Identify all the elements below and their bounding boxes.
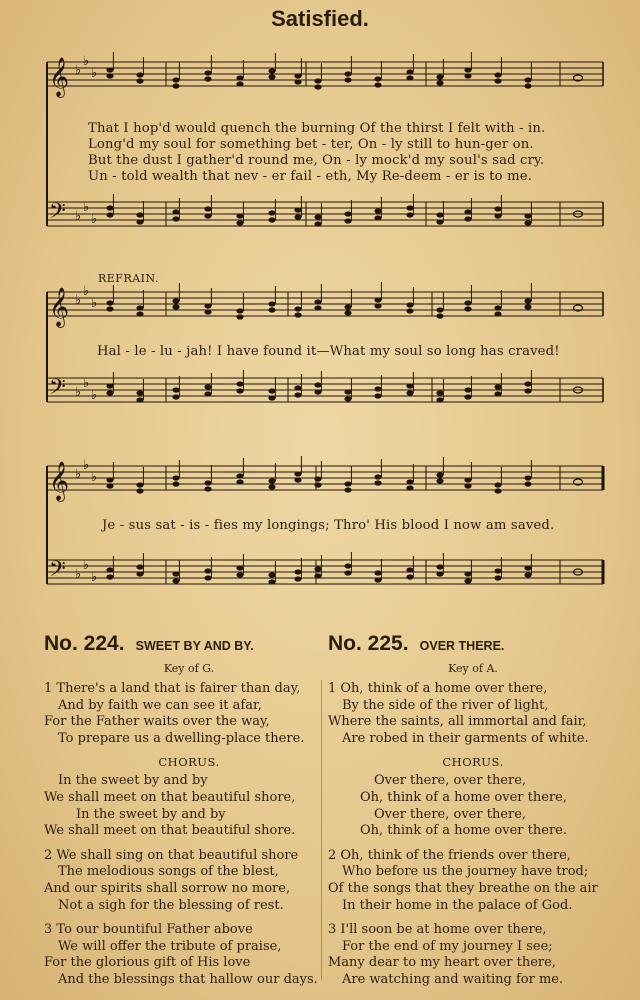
verse-line: And our spirits shall sorrow no more, xyxy=(44,880,291,896)
bass-note-head xyxy=(524,220,531,225)
treble-note-head xyxy=(524,304,531,309)
treble-clef-icon: 𝄞 xyxy=(49,461,70,501)
hymn-225-chorus xyxy=(328,773,618,839)
bass-note-head xyxy=(494,213,501,218)
treble-note-head xyxy=(464,483,471,488)
bass-note-head xyxy=(204,384,211,389)
bass-note-head xyxy=(406,574,413,579)
treble-note-head xyxy=(436,478,443,483)
flat-icon: ♭ xyxy=(91,66,98,81)
bass-note-head xyxy=(268,388,275,393)
treble-note-head xyxy=(464,300,471,305)
bass-note-head xyxy=(268,210,275,215)
treble-note-head xyxy=(524,298,531,303)
treble-note-head xyxy=(268,301,275,306)
treble-note-head xyxy=(524,77,531,82)
treble-note-head xyxy=(374,297,381,302)
treble-note-head xyxy=(436,472,443,477)
treble-note-head xyxy=(314,78,321,83)
treble-note-head xyxy=(374,82,381,87)
bass-note-head xyxy=(374,386,381,391)
verse-line: For the glorious gift of His love xyxy=(44,955,251,971)
treble-note-head xyxy=(344,71,351,76)
bass-note-head xyxy=(436,397,443,402)
bass-note-head xyxy=(136,564,143,569)
bass-note-head xyxy=(406,390,413,395)
verse-line: 3 I'll soon be at home over there, xyxy=(328,922,547,938)
treble-note-head xyxy=(374,303,381,308)
treble-note-head xyxy=(236,308,243,313)
flat-icon: ♭ xyxy=(83,200,90,215)
bass-note-head xyxy=(344,396,351,401)
treble-note-head xyxy=(106,477,113,482)
bass-note-head xyxy=(106,390,113,395)
treble-note-head xyxy=(106,306,113,311)
verse-line: Where the saints, all immortal and fair, xyxy=(328,714,587,730)
flat-icon: ♭ xyxy=(75,293,82,308)
bass-note-head xyxy=(294,385,301,390)
hymn-224 xyxy=(44,632,334,997)
bass-note-head xyxy=(204,575,211,580)
flat-icon: ♭ xyxy=(75,467,82,482)
bass-note-head xyxy=(406,212,413,217)
treble-note-head xyxy=(172,298,179,303)
verse-line: Not a sigh for the blessing of rest. xyxy=(58,897,284,913)
chorus-line: Oh, think of a home over there, xyxy=(360,789,567,805)
flat-icon: ♭ xyxy=(91,470,98,485)
bass-note-head xyxy=(314,214,321,219)
bass-clef-icon: 𝄢 xyxy=(49,557,66,587)
treble-note-head xyxy=(314,482,321,487)
hymn-225-heading xyxy=(328,632,618,656)
hymn-225-chorus-label: CHORUS. xyxy=(442,755,504,770)
chorus-line: We shall meet on that beautiful shore, xyxy=(44,789,296,805)
bass-note-head xyxy=(464,209,471,214)
bass-note-head xyxy=(236,388,243,393)
treble-note-head xyxy=(136,78,143,83)
verse-line: Are watching and waiting for me. xyxy=(342,971,564,987)
treble-note-head xyxy=(204,480,211,485)
bass-note-head xyxy=(236,565,243,570)
treble-note-head xyxy=(172,83,179,88)
bass-clef-icon: 𝄢 xyxy=(49,375,66,405)
bass-note-head xyxy=(374,393,381,398)
chorus-line: Oh, think of a home over there. xyxy=(360,823,567,839)
bass-note-head xyxy=(524,213,531,218)
hymn-225-verse-3 xyxy=(328,922,618,988)
treble-note-head xyxy=(294,79,301,84)
bass-note-head xyxy=(524,565,531,570)
flat-icon: ♭ xyxy=(91,388,98,403)
bass-note-head xyxy=(106,567,113,572)
bass-note-head xyxy=(172,209,179,214)
bass-note-head xyxy=(464,216,471,221)
flat-icon: ♭ xyxy=(75,567,82,582)
treble-note-head xyxy=(464,306,471,311)
chorus-line: We shall meet on that beautiful shore. xyxy=(44,823,296,839)
hymn-224-title: SWEET BY AND BY. xyxy=(135,639,254,653)
bass-note-head xyxy=(436,564,443,569)
treble-note-head xyxy=(136,305,143,310)
treble-note-head xyxy=(236,75,243,80)
treble-note-head xyxy=(236,479,243,484)
bass-note-head xyxy=(464,578,471,583)
bass-note-head xyxy=(136,390,143,395)
verse-line: Of the songs that they breathe on the air xyxy=(328,880,598,896)
verse-line: 2 Oh, think of the friends over there, xyxy=(328,847,571,863)
treble-note-head xyxy=(204,303,211,308)
bass-note-head xyxy=(204,391,211,396)
flat-icon: ♭ xyxy=(83,458,90,473)
treble-note-head xyxy=(268,307,275,312)
bass-note-head xyxy=(314,221,321,226)
hymn-225-verse-2 xyxy=(328,848,618,914)
treble-note-head xyxy=(494,72,501,77)
flat-icon: ♭ xyxy=(83,376,90,391)
flat-icon: ♭ xyxy=(75,63,82,78)
bass-note-head xyxy=(172,216,179,221)
bass-note-head xyxy=(406,205,413,210)
treble-note-head xyxy=(314,299,321,304)
bass-note-head xyxy=(436,219,443,224)
treble-note-head xyxy=(494,311,501,316)
treble-note-head xyxy=(374,480,381,485)
verse-line: For the end of my journey I see; xyxy=(342,938,553,954)
bass-note-head xyxy=(236,381,243,386)
verse-line: 2 We shall sing on that beautiful shore xyxy=(44,847,299,863)
treble-note-head xyxy=(294,306,301,311)
hymn-224-key: Key of G. xyxy=(163,662,215,675)
bass-note-head xyxy=(172,394,179,399)
treble-note-head xyxy=(204,76,211,81)
bass-note-head xyxy=(204,206,211,211)
bass-note-head xyxy=(294,392,301,397)
bass-note-head xyxy=(344,211,351,216)
bass-note-head xyxy=(268,395,275,400)
treble-note-head xyxy=(406,479,413,484)
bass-note-head xyxy=(106,383,113,388)
verse-line: To prepare us a dwelling-place there. xyxy=(58,730,305,746)
bass-note-head xyxy=(106,205,113,210)
treble-note-head xyxy=(106,73,113,78)
treble-note-head xyxy=(406,302,413,307)
bass-note-head xyxy=(236,572,243,577)
song-title: Satisfied. xyxy=(271,6,369,31)
verse-line: 1 Oh, think of a home over there, xyxy=(328,681,548,696)
treble-note-head xyxy=(136,482,143,487)
treble-note-head xyxy=(136,488,143,493)
bass-note-head xyxy=(406,567,413,572)
hymn-225 xyxy=(328,632,618,997)
treble-note-head xyxy=(294,477,301,482)
flat-icon: ♭ xyxy=(83,54,90,69)
bass-note-head xyxy=(136,571,143,576)
treble-note-head xyxy=(406,69,413,74)
treble-note-head xyxy=(494,78,501,83)
treble-note-head xyxy=(314,84,321,89)
treble-note-head xyxy=(106,483,113,488)
treble-note-head xyxy=(136,311,143,316)
flat-icon: ♭ xyxy=(83,558,90,573)
treble-note-head xyxy=(236,473,243,478)
treble-note-head xyxy=(268,484,275,489)
treble-note-head xyxy=(268,74,275,79)
verse-line: The melodious songs of the blest, xyxy=(58,864,279,880)
flat-icon: ♭ xyxy=(75,385,82,400)
treble-note-head xyxy=(494,482,501,487)
hymn-225-number: No. 225. xyxy=(328,632,409,655)
treble-note-head xyxy=(464,67,471,72)
hymn-225-verse-1 xyxy=(328,681,618,747)
treble-note-head xyxy=(436,307,443,312)
hymn-225-title: OVER THERE. xyxy=(419,639,505,653)
bass-note-head xyxy=(136,212,143,217)
bass-note-head xyxy=(436,390,443,395)
treble-note-head xyxy=(344,77,351,82)
bass-note-head xyxy=(314,566,321,571)
bass-note-head xyxy=(236,213,243,218)
bass-note-head xyxy=(294,569,301,574)
verse-line-1: That I hop'd would quench the burning Of the thirst I felt with - in. xyxy=(88,121,546,136)
bass-note-head xyxy=(436,571,443,576)
bass-note-head xyxy=(374,570,381,575)
verse-line: We will offer the tribute of praise, xyxy=(58,938,282,954)
verse-line: Are robed in their garments of white. xyxy=(342,730,589,746)
flat-icon: ♭ xyxy=(83,284,90,299)
hymn-224-verse-2 xyxy=(44,848,334,914)
treble-note-head xyxy=(294,73,301,78)
bass-note-head xyxy=(314,573,321,578)
bass-note-head xyxy=(294,214,301,219)
bass-note-head xyxy=(172,571,179,576)
bass-note-head xyxy=(314,382,321,387)
treble-note-head xyxy=(406,75,413,80)
treble-note-head xyxy=(344,487,351,492)
bass-note-head xyxy=(294,576,301,581)
chorus-line: In the sweet by and by xyxy=(76,806,226,822)
treble-clef-icon: 𝄞 xyxy=(49,287,70,327)
verse-line: For the Father waits over the way, xyxy=(44,714,270,730)
treble-note-head xyxy=(524,83,531,88)
treble-note-head xyxy=(172,304,179,309)
flat-icon: ♭ xyxy=(91,296,98,311)
bass-note-head xyxy=(464,394,471,399)
hymn-224-number: No. 224. xyxy=(44,632,125,655)
treble-note-head xyxy=(294,471,301,476)
bass-note-head xyxy=(494,568,501,573)
hymn-224-heading xyxy=(44,632,334,656)
verse-line: 3 To our bountiful Father above xyxy=(44,922,253,938)
refrain-label: REFRAIN. xyxy=(98,272,159,285)
bass-note-head xyxy=(436,212,443,217)
treble-note-head xyxy=(344,481,351,486)
treble-note-head xyxy=(374,474,381,479)
treble-note-head xyxy=(314,305,321,310)
refrain-line-2: Je - sus sat - is - fies my longings; Thro' His blood I now am saved. xyxy=(102,518,555,533)
bass-note-head xyxy=(374,215,381,220)
bass-note-head xyxy=(524,572,531,577)
treble-note-head xyxy=(494,488,501,493)
bass-note-head xyxy=(344,218,351,223)
verse-line-3: But the dust I gather'd round me, On - ly mock'd my soul's sad cry. xyxy=(88,153,545,168)
bass-note-head xyxy=(494,384,501,389)
bass-note-head xyxy=(464,387,471,392)
treble-note-head xyxy=(204,486,211,491)
treble-note-head xyxy=(268,478,275,483)
treble-note-head xyxy=(464,477,471,482)
chorus-line: Over there, over there, xyxy=(374,773,527,789)
treble-note-head xyxy=(524,475,531,480)
verse-line: Many dear to my heart over there, xyxy=(328,955,556,971)
treble-note-head xyxy=(436,80,443,85)
bass-note-head xyxy=(172,578,179,583)
bass-note-head xyxy=(106,212,113,217)
refrain-line-1: Hal - le - lu - jah! I have found it—What my soul so long has craved! xyxy=(97,344,560,359)
treble-note-head xyxy=(204,309,211,314)
treble-note-head xyxy=(344,304,351,309)
treble-note-head xyxy=(436,313,443,318)
treble-note-head xyxy=(236,81,243,86)
bass-note-head xyxy=(344,563,351,568)
hymn-224-chorus xyxy=(44,773,334,839)
treble-note-head xyxy=(236,314,243,319)
bass-note-head xyxy=(374,577,381,582)
treble-note-head xyxy=(406,308,413,313)
verse-line-4: Un - told wealth that nev - er fail - eth, My Re-deem - er is to me. xyxy=(88,169,533,184)
treble-note-head xyxy=(374,76,381,81)
bass-note-head xyxy=(524,381,531,386)
bass-note-head xyxy=(172,387,179,392)
bass-clef-icon: 𝄢 xyxy=(49,199,66,229)
bass-note-head xyxy=(268,579,275,584)
bass-note-head xyxy=(204,568,211,573)
verse-line: In their home in the palace of God. xyxy=(342,897,573,913)
treble-note-head xyxy=(464,73,471,78)
treble-note-head xyxy=(106,300,113,305)
bass-note-head xyxy=(268,572,275,577)
bass-note-head xyxy=(374,208,381,213)
flat-icon: ♭ xyxy=(91,212,98,227)
bass-note-head xyxy=(344,570,351,575)
treble-note-head xyxy=(344,310,351,315)
verse-line: 1 There's a land that is fairer than day, xyxy=(44,681,301,696)
verse-line-2: Long'd my soul for something bet - ter, On - ly still to hun-ger on. xyxy=(88,137,534,152)
treble-clef-icon: 𝄞 xyxy=(49,57,70,97)
treble-note-head xyxy=(136,72,143,77)
bass-note-head xyxy=(494,391,501,396)
hymn-224-verse-1 xyxy=(44,681,334,747)
verse-line: Who before us the journey have trod; xyxy=(342,864,589,880)
treble-note-head xyxy=(406,485,413,490)
treble-note-head xyxy=(294,312,301,317)
flat-icon: ♭ xyxy=(75,209,82,224)
treble-note-head xyxy=(524,481,531,486)
bass-note-head xyxy=(106,574,113,579)
bass-note-head xyxy=(494,206,501,211)
bass-note-head xyxy=(204,213,211,218)
treble-note-head xyxy=(436,74,443,79)
bass-note-head xyxy=(136,397,143,402)
verse-line: And by faith we can see it afar, xyxy=(58,697,262,713)
bass-note-head xyxy=(236,220,243,225)
chorus-line: Over there, over there, xyxy=(374,806,527,822)
hymn-225-key: Key of A. xyxy=(448,662,498,675)
treble-note-head xyxy=(172,77,179,82)
treble-note-head xyxy=(106,67,113,72)
treble-note-head xyxy=(172,475,179,480)
bass-note-head xyxy=(524,388,531,393)
bass-note-head xyxy=(406,383,413,388)
bass-note-head xyxy=(494,575,501,580)
verse-line: And the blessings that hallow our days. xyxy=(58,971,318,987)
hymn-224-verse-3 xyxy=(44,922,334,988)
hymn-224-chorus-label: CHORUS. xyxy=(158,755,220,770)
bass-note-head xyxy=(314,389,321,394)
treble-note-head xyxy=(314,476,321,481)
bass-note-head xyxy=(344,389,351,394)
treble-note-head xyxy=(494,305,501,310)
treble-note-head xyxy=(268,68,275,73)
verse-line: By the side of the river of light, xyxy=(342,697,549,713)
bass-note-head xyxy=(136,219,143,224)
treble-note-head xyxy=(204,70,211,75)
chorus-line: In the sweet by and by xyxy=(58,773,208,789)
flat-icon: ♭ xyxy=(91,570,98,585)
bass-note-head xyxy=(294,207,301,212)
bass-note-head xyxy=(268,217,275,222)
bass-note-head xyxy=(464,571,471,576)
treble-note-head xyxy=(172,481,179,486)
